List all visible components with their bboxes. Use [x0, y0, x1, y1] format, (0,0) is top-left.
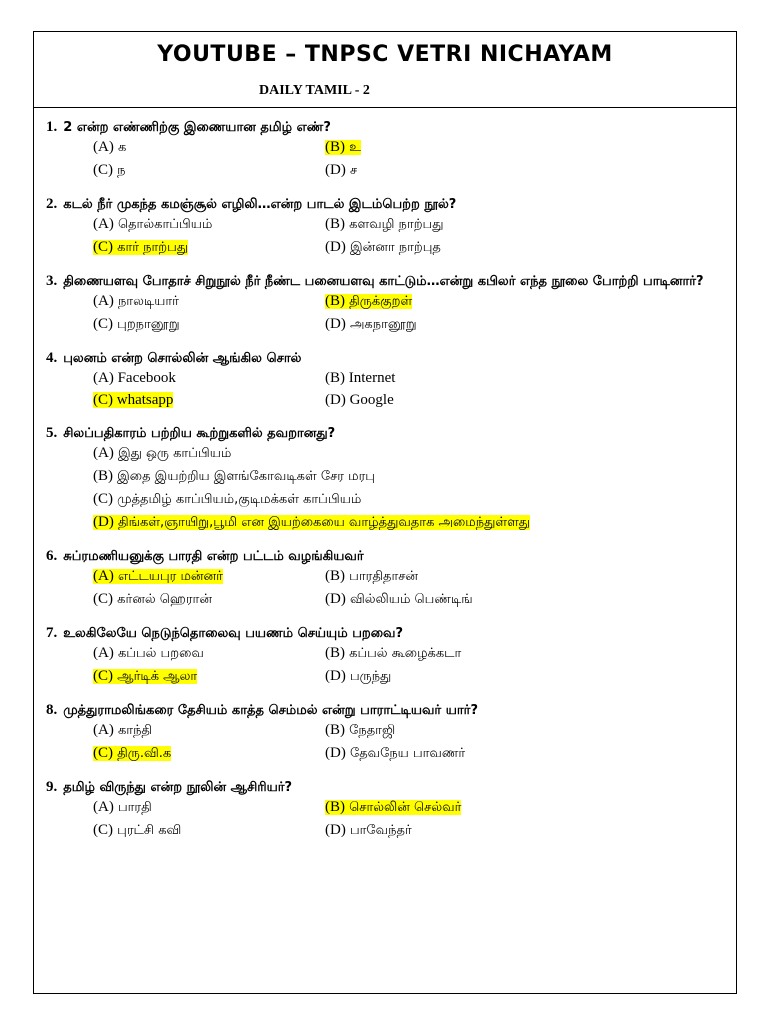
option-label: (B) [325, 216, 345, 232]
option-label: (B) [325, 722, 345, 738]
question-body: முத்துராமலிங்கரை தேசியம் காத்த செம்மல் என்று பாராட்டியவர் யார்? [63, 703, 479, 718]
option-label: (A) [93, 445, 114, 461]
option-b [325, 797, 565, 818]
option-text: பாரதிதாசன் [349, 569, 419, 584]
option-a [93, 643, 325, 664]
option-d [93, 512, 693, 533]
option-text: ஆர்டிக் ஆலா [117, 669, 198, 684]
question-number: 5. [46, 425, 58, 441]
option-text: எட்டயபுர மன்னர் [117, 569, 223, 584]
question-body: சுப்ரமணியனுக்கு பாரதி என்ற பட்டம் வழங்கியவர் [63, 549, 364, 564]
option-label: (A) [93, 799, 114, 815]
option-text: உ [349, 140, 361, 155]
question-body: தமிழ் விருந்து என்ற நூலின் ஆசிரியர்? [63, 780, 293, 795]
option-b [325, 214, 565, 235]
option-d [325, 314, 565, 335]
option-label: (A) [93, 722, 114, 738]
question-body: சிலப்பதிகாரம் பற்றிய கூற்றுகளில் தவறானது? [63, 426, 336, 441]
option-text: whatsapp [116, 392, 174, 408]
option-text: தேவநேய பாவணர் [349, 746, 466, 761]
question-item [46, 778, 726, 841]
question-number: 1. [46, 119, 58, 135]
option-a [93, 137, 325, 158]
option-a [93, 566, 325, 587]
option-content [93, 294, 179, 309]
question-body: புலனம் என்ற சொல்லின் ஆங்கில சொல் [63, 351, 302, 366]
option-text: பாரதி [117, 800, 152, 815]
option-content [93, 140, 126, 155]
option-text: திருக்குறள் [349, 294, 413, 309]
option-content [325, 240, 441, 255]
question-number: 4. [46, 350, 58, 366]
question-text [46, 272, 726, 291]
option-content [93, 317, 180, 332]
correct-answer-highlight [93, 746, 171, 761]
option-a [93, 443, 693, 464]
option-c [93, 237, 325, 258]
option-d [325, 160, 565, 181]
option-content [93, 646, 204, 661]
page-subtitle: DAILY TAMIL - 2 [259, 83, 370, 98]
correct-answer-highlight [325, 294, 412, 309]
option-list [93, 368, 726, 410]
option-text: ச [349, 163, 358, 178]
option-text: Facebook [117, 370, 176, 386]
option-label: (C) [93, 822, 113, 838]
option-label: (A) [93, 645, 114, 661]
option-label: (D) [325, 668, 346, 684]
option-b [325, 566, 565, 587]
option-list [93, 720, 726, 764]
option-text: கார் நாற்பது [117, 240, 189, 255]
question-item [46, 195, 726, 258]
option-label: (D) [93, 514, 114, 530]
option-label: (A) [93, 370, 114, 386]
option-text: கர்னல் ஹெரான் [117, 592, 212, 607]
option-label: (D) [325, 822, 346, 838]
option-list [93, 566, 726, 610]
page-title: YOUTUBE – TNPSC VETRI NICHAYAM [157, 42, 613, 67]
question-text [46, 547, 726, 566]
option-d [325, 589, 565, 610]
document-page [33, 31, 737, 994]
option-content [325, 569, 418, 584]
option-list [93, 291, 726, 335]
option-c [93, 666, 325, 687]
option-label: (B) [325, 139, 345, 155]
option-text: கப்பல் கூழைக்கடா [349, 646, 462, 661]
option-list [93, 797, 726, 841]
option-label: (C) [93, 162, 113, 178]
option-text: தொல்காப்பியம் [117, 217, 213, 232]
option-d [325, 820, 565, 841]
option-list [93, 137, 726, 181]
option-label: (B) [325, 370, 345, 386]
question-item [46, 349, 726, 410]
option-label: (B) [325, 293, 345, 309]
option-label: (B) [325, 799, 345, 815]
option-label: (C) [93, 239, 113, 255]
option-label: (A) [93, 293, 114, 309]
option-label: (D) [325, 316, 346, 332]
option-a [93, 291, 325, 312]
option-text: கப்பல் பறவை [117, 646, 204, 661]
option-label: (C) [93, 591, 113, 607]
option-label: (D) [325, 162, 346, 178]
option-b [325, 291, 565, 312]
option-label: (D) [325, 591, 346, 607]
option-content [93, 469, 375, 484]
option-label: (C) [93, 668, 113, 684]
option-d [325, 237, 565, 258]
option-text: இன்னா நாற்புத [349, 240, 441, 255]
option-content [93, 163, 125, 178]
question-item [46, 547, 726, 610]
option-b [325, 720, 565, 741]
option-list [93, 643, 726, 687]
option-content [93, 446, 231, 461]
question-body: 2 என்ற எண்ணிற்கு இணையான தமிழ் எண்? [63, 120, 331, 135]
correct-answer-highlight [93, 240, 188, 255]
option-content [325, 392, 394, 408]
question-body: திணையளவு போதாச் சிறுநூல் நீர் நீண்ட பனையளவு காட்டும்…என்று கபிலர் எந்த நூலை போற்றி பாடினார்? [63, 274, 704, 289]
option-c [93, 489, 693, 510]
option-content [325, 370, 395, 386]
option-text: புறநானூறு [117, 317, 180, 332]
option-c [93, 820, 325, 841]
question-text [46, 624, 726, 643]
option-content [325, 723, 395, 738]
option-a [93, 368, 325, 388]
option-content [325, 669, 391, 684]
correct-answer-highlight [325, 800, 461, 815]
question-text [46, 424, 726, 443]
header-box [34, 32, 736, 108]
correct-answer-highlight [93, 669, 197, 684]
option-content [93, 370, 176, 386]
option-label: (C) [93, 745, 113, 761]
question-number: 2. [46, 196, 58, 212]
question-number: 8. [46, 702, 58, 718]
option-c [93, 743, 325, 764]
option-content [93, 217, 212, 232]
option-text: Google [349, 392, 394, 408]
option-label: (B) [93, 468, 113, 484]
option-text: இதை இயற்றிய இளங்கோவடிகள் சேர மரபு [117, 469, 375, 484]
option-text: பாவேந்தர் [349, 823, 412, 838]
option-b [325, 137, 565, 158]
option-a [93, 214, 325, 235]
question-number: 9. [46, 779, 58, 795]
option-content [325, 592, 473, 607]
option-text: திரு.வி.க [117, 746, 172, 761]
question-number: 7. [46, 625, 58, 641]
option-text: Internet [348, 370, 396, 386]
option-label: (B) [325, 645, 345, 661]
option-label: (D) [325, 745, 346, 761]
option-text: அகநானூறு [349, 317, 417, 332]
option-text: க [117, 140, 127, 155]
option-content [93, 723, 152, 738]
question-number: 6. [46, 548, 58, 564]
option-text: சொல்லின் செல்வர் [349, 800, 462, 815]
option-text: களவழி நாற்பது [349, 217, 444, 232]
option-text: இது ஒரு காப்பியம் [117, 446, 232, 461]
question-text [46, 701, 726, 720]
option-a [93, 797, 325, 818]
option-b [325, 368, 565, 388]
option-d [325, 743, 565, 764]
option-label: (A) [93, 216, 114, 232]
option-b [325, 643, 565, 664]
option-content [93, 800, 152, 815]
option-label: (D) [325, 239, 346, 255]
option-label: (C) [93, 316, 113, 332]
option-text: பருந்து [349, 669, 392, 684]
option-label: (A) [93, 139, 114, 155]
question-text [46, 195, 726, 214]
option-label: (C) [93, 392, 113, 408]
option-text: காந்தி [117, 723, 153, 738]
option-label: (C) [93, 491, 113, 507]
question-item [46, 118, 726, 181]
option-text: ந [117, 163, 126, 178]
option-text: நாலடியார் [117, 294, 179, 309]
option-content [325, 646, 461, 661]
option-list [93, 443, 726, 533]
correct-answer-highlight [325, 140, 361, 155]
option-a [93, 720, 325, 741]
question-text [46, 349, 726, 368]
question-item [46, 424, 726, 533]
option-c [93, 589, 325, 610]
option-text: முத்தமிழ் காப்பியம்,குடிமக்கள் காப்பியம் [117, 492, 362, 507]
option-text: வில்லியம் பெண்டிங் [349, 592, 473, 607]
question-body: கடல் நீர் முகந்த கமஞ்சூல் எழிலி…என்ற பாடல் இடம்பெற்ற நூல்? [63, 197, 457, 212]
option-b [93, 466, 693, 487]
option-content [325, 823, 412, 838]
correct-answer-highlight [93, 392, 173, 408]
option-d [325, 390, 565, 410]
option-c [93, 314, 325, 335]
option-label: (A) [93, 568, 114, 584]
option-text: திங்கள்,ஞாயிறு,பூமி என இயற்கையை வாழ்த்துவதாக அமைந்துள்ளது [117, 515, 531, 530]
option-label: (D) [325, 392, 346, 408]
option-d [325, 666, 565, 687]
option-content [93, 492, 361, 507]
option-label: (B) [325, 568, 345, 584]
option-content [93, 592, 212, 607]
correct-answer-highlight [93, 569, 223, 584]
question-text [46, 118, 726, 137]
question-item [46, 272, 726, 335]
option-content [93, 823, 181, 838]
option-content [325, 163, 357, 178]
option-text: நேதாஜி [349, 723, 396, 738]
option-text: புரட்சி கவி [117, 823, 182, 838]
option-content [325, 317, 417, 332]
option-content [325, 746, 465, 761]
option-c [93, 390, 325, 410]
question-text [46, 778, 726, 797]
question-number: 3. [46, 273, 58, 289]
correct-answer-highlight [93, 515, 530, 530]
question-body: உலகிலேயே நெடுந்தொலைவு பயணம் செய்யும் பறவை? [63, 626, 404, 641]
question-item [46, 624, 726, 687]
option-c [93, 160, 325, 181]
question-list [46, 118, 726, 855]
option-content [325, 217, 444, 232]
option-list [93, 214, 726, 258]
question-item [46, 701, 726, 764]
